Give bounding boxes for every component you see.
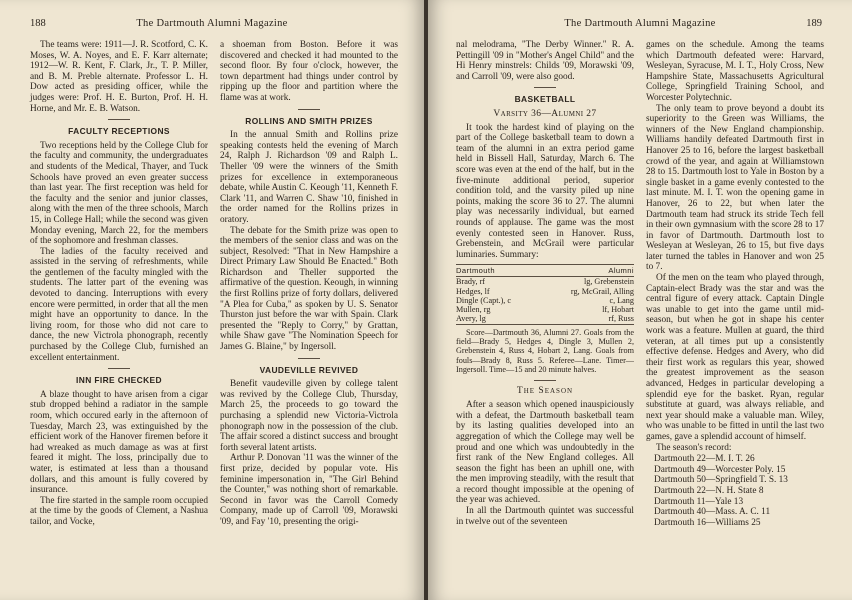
section-heading: BASKETBALL [514,94,576,105]
score-summary: Score—Dartmouth 36, Alumni 27. Goals from the field—Brady 5, Hedges 4, Dingle 3, Mullen 2, Grebenstein 4, Russ 4, Hobart 2, Lang. Goals from fouls—Brady 8, Russ 5. Referee—Lane. Timer—Ingersoll. Time—15 and 20 minute halves. [456,327,634,375]
table-row [456,314,634,324]
table-cell [529,314,551,324]
paragraph: The debate for the Smith prize was open to the members of the senior class and was on the subject, Resolved: "That in New Hampshire a Direct Primary Law Should Be Enacted." Both Richardson and Theller supported the affirmative of the question. Keough, in winning the first Rollins prize of forty dollars, delivered "A Plea for Cuba," as spoken by U. S. Senator Thurston just before the war with Spain. Clark presented the "Reply to Corry," by Grattan, while Shaw gave "The Nomination Speech for James G. Blaine," by Ingersoll. [220,225,398,353]
page-header [30,18,394,32]
table-cell [529,277,551,287]
left-page [0,0,424,600]
page-number: 189 [806,18,822,29]
divider [534,380,556,381]
paragraph: games on the schedule. Among the teams which Dartmouth defeated were: Harvard, Wesleyan, Syracuse, M. I. T., Holy Cross, New Hampshire State, Massachusetts Agricultural College, Springfield Training School, and Worcester Polytechnic. [646,40,824,103]
page-header [458,18,822,32]
lineup-table [456,264,634,324]
record-item: Dartmouth 22—M. I. T. 26 [654,454,755,465]
paragraph: The ladies of the faculty received and assisted in the serving of refreshments, while the gentlemen of the faculty mingled with the students. The latter part of the evening was devoted to dancing. Interruptions with every encore were permitted, in order that all the men might have an opportunity to dance. In the living room, for those who did not care to dance, the new Victrola phonograph, recently purchased by the College Club, furnished an excellent entertainment. [30,246,208,363]
table-cell: Dingle (Capt.), c [456,295,512,305]
table-cell: Mullen, rg [456,305,491,315]
record-item: Dartmouth 50—Springfield T. S. 13 [654,475,788,486]
paragraph: Arthur P. Donovan '11 was the winner of the first prize, decided by popular vote. His feminine impersonation in, "The Girl Behind the Counter," was nothing short of remarkable. Second in favor was the Carroll Comedy Company, made up of Carroll '09, Morawski '09, and Fay '10, presenting the origi- [220,453,398,527]
paragraph: After a season which opened inauspiciously with a defeat, the Dartmouth basketball team by its lasting qualities developed into an aggregation of which the College may well be proud and one which was undoubtedly in the first rank of the New England colleges. All season the fight has been an uphill one, with the men improving steadily, with the result that a record thought impossible at the opening of the year was achieved. [456,400,634,506]
season-record-list [646,454,824,528]
table-header-dartmouth: Dartmouth [456,265,529,277]
table-cell [529,305,551,314]
divider [298,109,320,110]
divider [534,87,556,88]
table-row [456,277,634,287]
table-cell: rg, McGrail, Alling [570,286,634,296]
section-heading: VAUDEVILLE REVIVED [259,364,359,375]
columns [456,40,824,592]
paragraph: Of the men on the team who played through, Captain-elect Brady was the star and was the central figure of every attack. Captain Dingle was unable to get into the game until mid-season, but when he got in shape his center work was a feature. Mullen at guard, the third veteran, at all times put up a consistently effective defense. Hedges and Avery, who did their first work as regulars this year, showed the greatest improvement as the season advanced, Hedges in particular developing a splendid eye for the basket. Ryan, regular substitute at guard, was always reliable, and next year should make a valuable man. Wiley, who was unable to be fitted in until the last two games, gave a splendid account of himself. [646,273,824,442]
paragraph: The only team to prove beyond a doubt its superiority to the Green was Williams, the winners of the New England championship. Williams handily defeated Dartmouth first in Hanover 25 to 16, before the largest basketball crowd of the year, and again at Williamstown 28 to 15. Dartmouth lost to Yale in Boston by a single basket in a game evenly contested to the last minute. M. I. T. won the opening game in Hanover, 26 to 22, but when later the Dartmouth team had struck its stride Tech fell in their own gymnasium with the score 28 to 17 in favor of Dartmouth. Dartmouth lost to Wesleyan at Wesleyan, 26 to 15, but five days later turned the tables in Hanover and won 25 to 7. [646,103,824,273]
page-number: 188 [30,18,46,29]
right-page [428,0,852,600]
table-cell [529,296,551,305]
paragraph: The fire started in the sample room occupied at the time by the goods of Clement, a Nashua tailor, and Vocke, [30,495,208,527]
running-title: The Dartmouth Alumni Magazine [136,18,288,29]
section-heading: FACULTY RECEPTIONS [68,126,170,137]
paragraph: A blaze thought to have arisen from a cigar stub dropped behind a radiator in the sample room, which occured early in the afternoon of Tuesday, March 23, was extinguished by the efficient work of the Hanover firemen before it had wreaked as much damage as was at first feared it might. The loss, principally due to water, is estimated at less than a thousand dollars, and this amount is fully covered by insurance. [30,389,208,496]
game-subheading: Varsity 36—Alumni 27 [493,108,597,119]
columns [30,40,398,592]
column-2 [646,40,824,592]
divider [298,358,320,359]
record-item: Dartmouth 22—N. H. State 8 [654,485,764,496]
debate-teams-paragraph: The teams were: 1911—J. R. Scotford, C. K. Moses, W. A. Noyes, and E. F. Karr alternate; 1912—W. R. Kent, F. Clark, Jr., T. P. Miller, and B. M. Preble alternate. Professor L. H. Dow acted as presiding officer, while the judges were: Prof. H. E. Burton, Prof. H. H. Horne, and Mr. E. B. Watson. [30,40,208,114]
paragraph: Two receptions held by the College Club for the faculty and community, the undergraduates and students of the Medical, Thayer, and Tuck Schools have proved an even greater success than last year. The first reception was held for the faculty and the senior and junior classes, along with the men of the three schools, March 15, in College Hall; while the second was given Monday evening, March 22, for the members of the sophomore and freshman classes. [30,140,208,247]
table-cell: Brady, rf [456,277,486,287]
record-item: Dartmouth 11—Yale 13 [654,496,744,507]
section-heading: ROLLINS AND SMITH PRIZES [245,115,373,126]
record-intro: The season's record: [656,442,732,453]
table-cell: Avery, lg [456,314,529,324]
table-row [456,305,634,314]
paragraph: Benefit vaudeville given by college talent was revived by the College Club, Thursday, March 25, the proceeds to go toward the purchasing a splendid new Victoria-Victrola phonograph now in the possession of the club. The affair scored a distinct success and brought forth several latent artists. [220,379,398,453]
table-cell: c, Lang [609,295,634,305]
column-1 [30,40,208,592]
record-item: Dartmouth 40—Mass. A. C. 11 [654,507,771,518]
section-heading: INN FIRE CHECKED [76,375,162,386]
table-cell: lg, Grebenstein [583,277,634,287]
table-cell [529,287,551,296]
record-item: Dartmouth 49—Worcester Poly. 15 [654,464,786,475]
running-title: The Dartmouth Alumni Magazine [564,18,716,29]
divider [108,119,130,120]
record-item: Dartmouth 16—Williams 25 [654,517,761,528]
paragraph: In the annual Smith and Rollins prize speaking contests held the evening of March 24, Ralph J. Richardson '09 and Ralph L. Theller '09 were the winners of the Smith prizes for excellence in extemporaneous debate, while Austin C. Keough '11, Kenneth F. Clark '11, and Warren C. Shaw '10, finished in the order named for the Rollins prizes in oratory. [220,130,398,225]
table-row [456,287,634,296]
table-cell: lf, Hobart [602,305,634,315]
table-row [456,296,634,305]
column-2 [220,40,398,592]
divider [108,368,130,369]
table-cell: Hedges, lf [456,286,490,296]
table-header-alumni: Alumni [551,265,634,277]
paragraph: nal melodrama, "The Derby Winner." R. A. Pettingill '09 in "Mother's Angel Child" and the Hi Henry minstrels: Childs '09, Morawski '09, and Carroll '09, were also good. [456,40,634,82]
section-heading: The Season [516,385,574,396]
column-1 [456,40,634,592]
paragraph: In all the Dartmouth quintet was successful in twelve out of the seventeen [456,506,634,527]
table-cell: rf, Russ [551,314,634,324]
paragraph: It took the hardest kind of playing on the part of the College basketball team to down a team of the alumni in an extra period game held in Bissell Hall, Saturday, March 6. The score was even at the end of the half, but in the five-minute additional period, superior condition told, and the varsity piled up nine points, making the score 36 to 27. The alumni play was necessarily individual, but earned rounds of applause. The game was the most evenly contested seen in Hanover. Russ, Grebenstein, and McGrail were particular luminaries. Summary: [456,122,634,260]
paragraph: a shoeman from Boston. Before it was discovered and checked it had mounted to the second floor. By four o'clock, however, the town department had things under control by ripping up the floor and partition where the flame was at work. [220,40,398,103]
